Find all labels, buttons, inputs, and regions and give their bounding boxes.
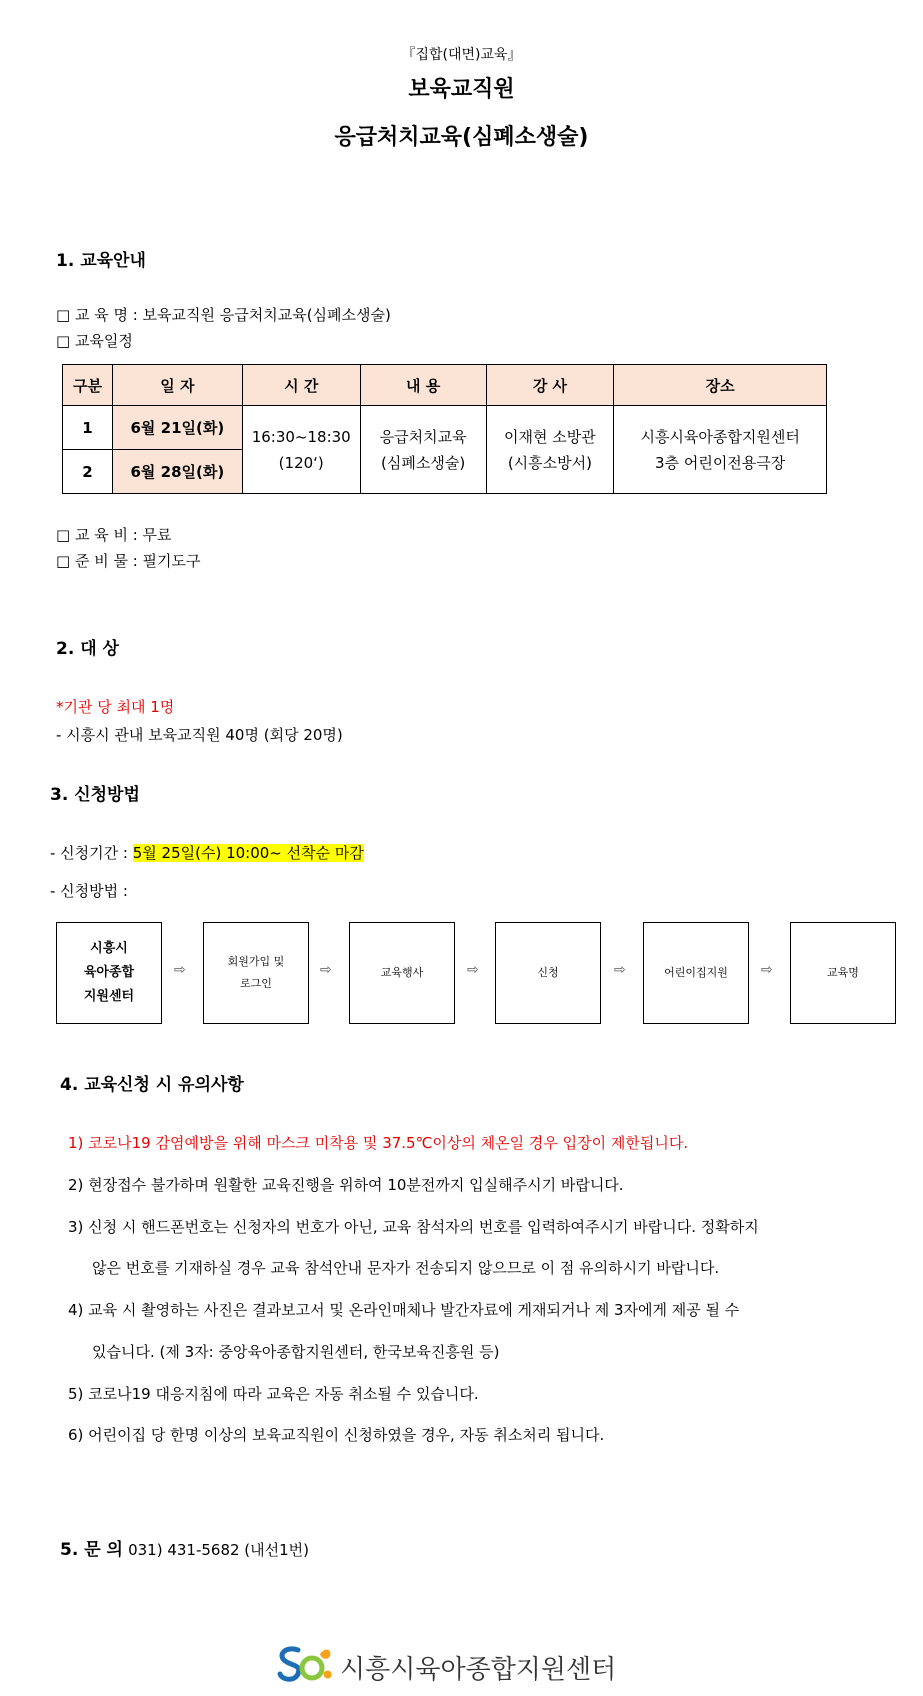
flow-step-1 [56,922,162,1024]
org-name: 시흥시육아종합지원센터 [340,1655,617,1685]
flow-step-text: 신청 [537,966,559,979]
caution-item-5: 5) 코로나19 대응지침에 따라 교육은 자동 취소될 수 있습니다. [68,1385,479,1403]
document-subtitle: 응급처치교육(심폐소생술) [334,125,589,150]
flow-step-5 [643,922,749,1024]
caution-item-3: 3) 신청 시 핸드폰번호는 신청자의 번호가 아닌, 교육 참석자의 번호를 입력하여주시기 바랍니다. 정확하지 [68,1218,759,1236]
flow-step-text: 육아종합 [83,965,135,980]
period-line [50,842,364,863]
arrow-right-icon: ⇨ [467,962,479,978]
content-cell [360,406,486,494]
method-label: - 신청방법 : [50,882,128,900]
header-place: 장소 [614,365,827,406]
time-duration: (120‘) [278,453,324,472]
document-title: 보육교직원 [408,77,515,102]
content-line-2: (심폐소생술) [381,453,466,472]
header-instructor: 강 사 [486,365,614,406]
place-cell [614,406,827,494]
target-line: - 시흥시 관내 보육교직원 40명 (회당 20명) [56,726,343,744]
fee-line: □ 교 육 비 : 무료 [56,526,172,544]
time-range: 16:30~18:30 [251,427,351,446]
place-line-1: 시흥시육아종합지원센터 [640,427,800,446]
document-tag: 『집합(대면)교육』 [401,47,522,63]
flow-step-6 [790,922,896,1024]
instructor-name: 이재현 소방관 [504,427,596,446]
content-line-1: 응급처치교육 [379,427,467,446]
table-row [63,406,827,450]
arrow-right-icon: ⇨ [174,962,186,978]
period-label: - 신청기간 : [50,844,133,862]
section-4-heading: 4. 교육신청 시 유의사항 [60,1075,244,1095]
header-content: 내 용 [360,365,486,406]
session-number: 1 [63,406,113,450]
caution-item-4: 4) 교육 시 촬영하는 사진은 결과보고서 및 온라인매체나 발간자료에 게재되거나 제 3자에게 제공 될 수 [68,1301,740,1319]
time-cell [242,406,360,494]
schedule-header-row [63,365,827,406]
section-5-heading: 5. 문 의 [60,1540,123,1560]
flow-step-text: 로그인 [240,977,272,990]
contact-line [60,1535,309,1560]
caution-item-2: 2) 현장접수 불가하며 원활한 교육진행을 위하여 10분전까지 입실해주시기 바랍니다. [68,1176,624,1194]
caution-item-6: 6) 어린이집 당 한명 이상의 보육교직원이 신청하였을 경우, 자동 취소처리 됩니다. [68,1426,605,1444]
flow-step-text: 지원센터 [83,989,135,1004]
section-2-heading: 2. 대 상 [56,639,119,659]
session-date: 6월 28일(화) [112,450,242,494]
schedule-table [62,364,827,494]
arrow-right-icon: ⇨ [614,962,626,978]
section-1-heading: 1. 교육안내 [56,251,146,271]
supplies-line: □ 준 비 물 : 필기도구 [56,552,201,570]
instructor-cell [486,406,614,494]
caution-item-4-cont: 있습니다. (제 3자: 중앙육아종합지원센터, 한국보육진흥원 등) [92,1343,500,1361]
caution-item-3-cont: 않은 번호를 기재하실 경우 교육 참석안내 문자가 전송되지 않으므로 이 점 유의하시기 바랍니다. [92,1259,720,1277]
seed-logo-icon [276,1642,334,1684]
section-3-heading: 3. 신청방법 [50,785,140,805]
flow-step-text: 시흥시 [90,941,128,956]
session-date: 6월 21일(화) [112,406,242,450]
header-date: 일 자 [112,365,242,406]
flow-step-2 [203,922,309,1024]
flow-step-3 [349,922,455,1024]
header-time: 시 간 [242,365,360,406]
arrow-right-icon: ⇨ [761,962,773,978]
flow-step-text: 교육명 [827,966,859,979]
period-value: 5월 25일(수) 10:00~ 선착순 마감 [132,844,364,862]
contact-phone: 031) 431-5682 (내선1번) [128,1541,310,1559]
instructor-org: (시흥소방서) [507,453,592,472]
flow-step-4 [495,922,601,1024]
arrow-right-icon: ⇨ [320,962,332,978]
course-name-line: □ 교 육 명 : 보육교직원 응급처치교육(심폐소생술) [56,306,391,324]
schedule-label: □ 교육일정 [56,332,133,350]
flow-step-text: 회원가입 및 [227,955,285,968]
place-line-2: 3층 어린이전용극장 [655,453,786,472]
flow-step-text: 어린이집지원 [664,966,728,979]
flow-step-text: 교육행사 [380,966,424,979]
session-number: 2 [63,450,113,494]
caution-item-1: 1) 코로나19 감염예방을 위해 마스크 미착용 및 37.5℃이상의 체온일 경우 입장이 제한됩니다. [68,1134,689,1152]
limit-note: *기관 당 최대 1명 [56,698,175,716]
header-no: 구분 [63,365,113,406]
